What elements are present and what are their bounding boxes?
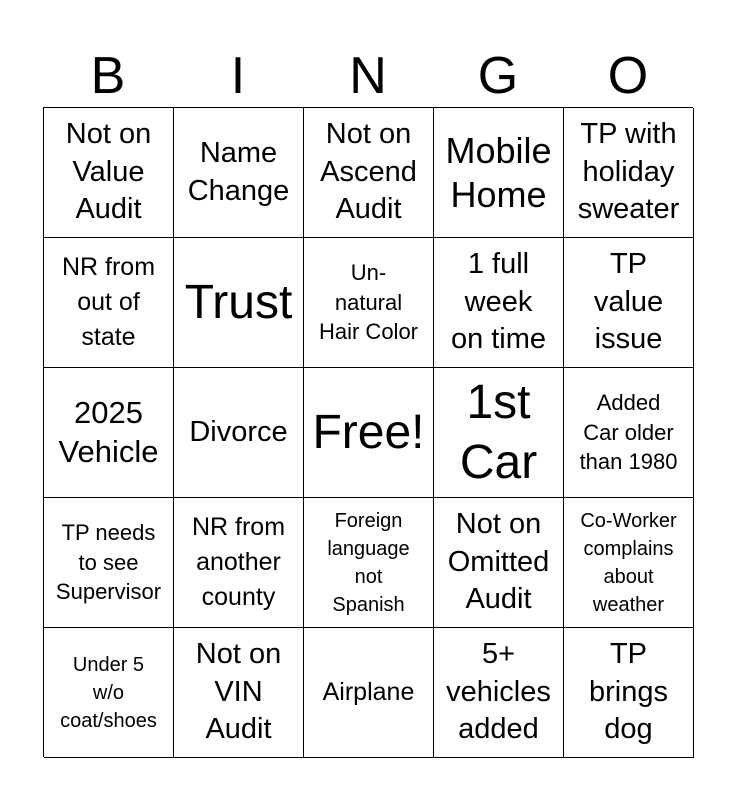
cell-text: Foreign language not Spanish	[327, 509, 410, 616]
cell-text: Free!	[312, 405, 425, 459]
bingo-header	[43, 46, 693, 106]
cell-text: Under 5 w/o coat/shoes	[60, 653, 157, 732]
bingo-cell-r4-c1[interactable]	[44, 498, 174, 628]
bingo-cell-r5-c1[interactable]	[44, 628, 174, 758]
bingo-cell-r1-c2[interactable]	[174, 108, 304, 238]
cell-text: Not on Omitted Audit	[447, 507, 550, 616]
bingo-cell-r3-c4[interactable]	[434, 368, 564, 498]
bingo-cell-r3-c2[interactable]	[174, 368, 304, 498]
cell-text: 2025 Vehicle	[58, 394, 159, 469]
bingo-cell-r2-c3[interactable]	[304, 238, 434, 368]
bingo-cell-r5-c3[interactable]	[304, 628, 434, 758]
header-letter-i: I	[230, 47, 246, 105]
cell-text: Not on Value Audit	[65, 117, 152, 226]
cell-text: Mobile Home	[445, 130, 552, 215]
cell-text: Name Change	[187, 136, 290, 207]
bingo-cell-r4-c2[interactable]	[174, 498, 304, 628]
cell-text: 1st Car	[459, 375, 538, 489]
cell-text: TP brings dog	[589, 637, 668, 746]
header-letter-g: G	[477, 47, 519, 105]
cell-text: TP needs to see Supervisor	[55, 519, 162, 605]
cell-text: NR from out of state	[61, 253, 156, 351]
bingo-cell-r5-c5[interactable]	[564, 628, 694, 758]
header-letter-o: O	[607, 47, 649, 105]
bingo-cell-r2-c4[interactable]	[434, 238, 564, 368]
bingo-cell-r1-c4[interactable]	[434, 108, 564, 238]
cell-text: Not on Ascend Audit	[320, 117, 417, 226]
cell-text: TP with holiday sweater	[577, 117, 680, 226]
bingo-cell-r4-c5[interactable]	[564, 498, 694, 628]
bingo-cell-r1-c5[interactable]	[564, 108, 694, 238]
bingo-cell-r2-c2[interactable]	[174, 238, 304, 368]
bingo-cell-r3-c5[interactable]	[564, 368, 694, 498]
cell-text: Added Car older than 1980	[579, 389, 678, 475]
cell-text: Co-Worker complains about weather	[580, 509, 677, 616]
cell-text: Divorce	[189, 415, 288, 448]
bingo-cell-r4-c4[interactable]	[434, 498, 564, 628]
cell-text: NR from another county	[191, 513, 286, 611]
bingo-cell-r5-c2[interactable]	[174, 628, 304, 758]
cell-text: Un- natural Hair Color	[318, 259, 419, 345]
bingo-cell-r1-c1[interactable]	[44, 108, 174, 238]
bingo-cell-r2-c1[interactable]	[44, 238, 174, 368]
header-letter-n: N	[349, 47, 387, 105]
header-letter-b: B	[90, 47, 126, 105]
bingo-cell-r4-c3[interactable]	[304, 498, 434, 628]
bingo-cell-r1-c3[interactable]	[304, 108, 434, 238]
bingo-cell-r2-c5[interactable]	[564, 238, 694, 368]
cell-text: Airplane	[322, 678, 415, 706]
bingo-cell-r3-c1[interactable]	[44, 368, 174, 498]
bingo-board	[43, 107, 693, 757]
cell-text: 1 full week on time	[450, 247, 547, 356]
bingo-cell-r5-c4[interactable]	[434, 628, 564, 758]
cell-text: Trust	[184, 275, 293, 329]
cell-text: Not on VIN Audit	[195, 637, 282, 746]
bingo-cell-r3-c3[interactable]	[304, 368, 434, 498]
cell-text: TP value issue	[593, 247, 664, 356]
cell-text: 5+ vehicles added	[446, 637, 551, 746]
